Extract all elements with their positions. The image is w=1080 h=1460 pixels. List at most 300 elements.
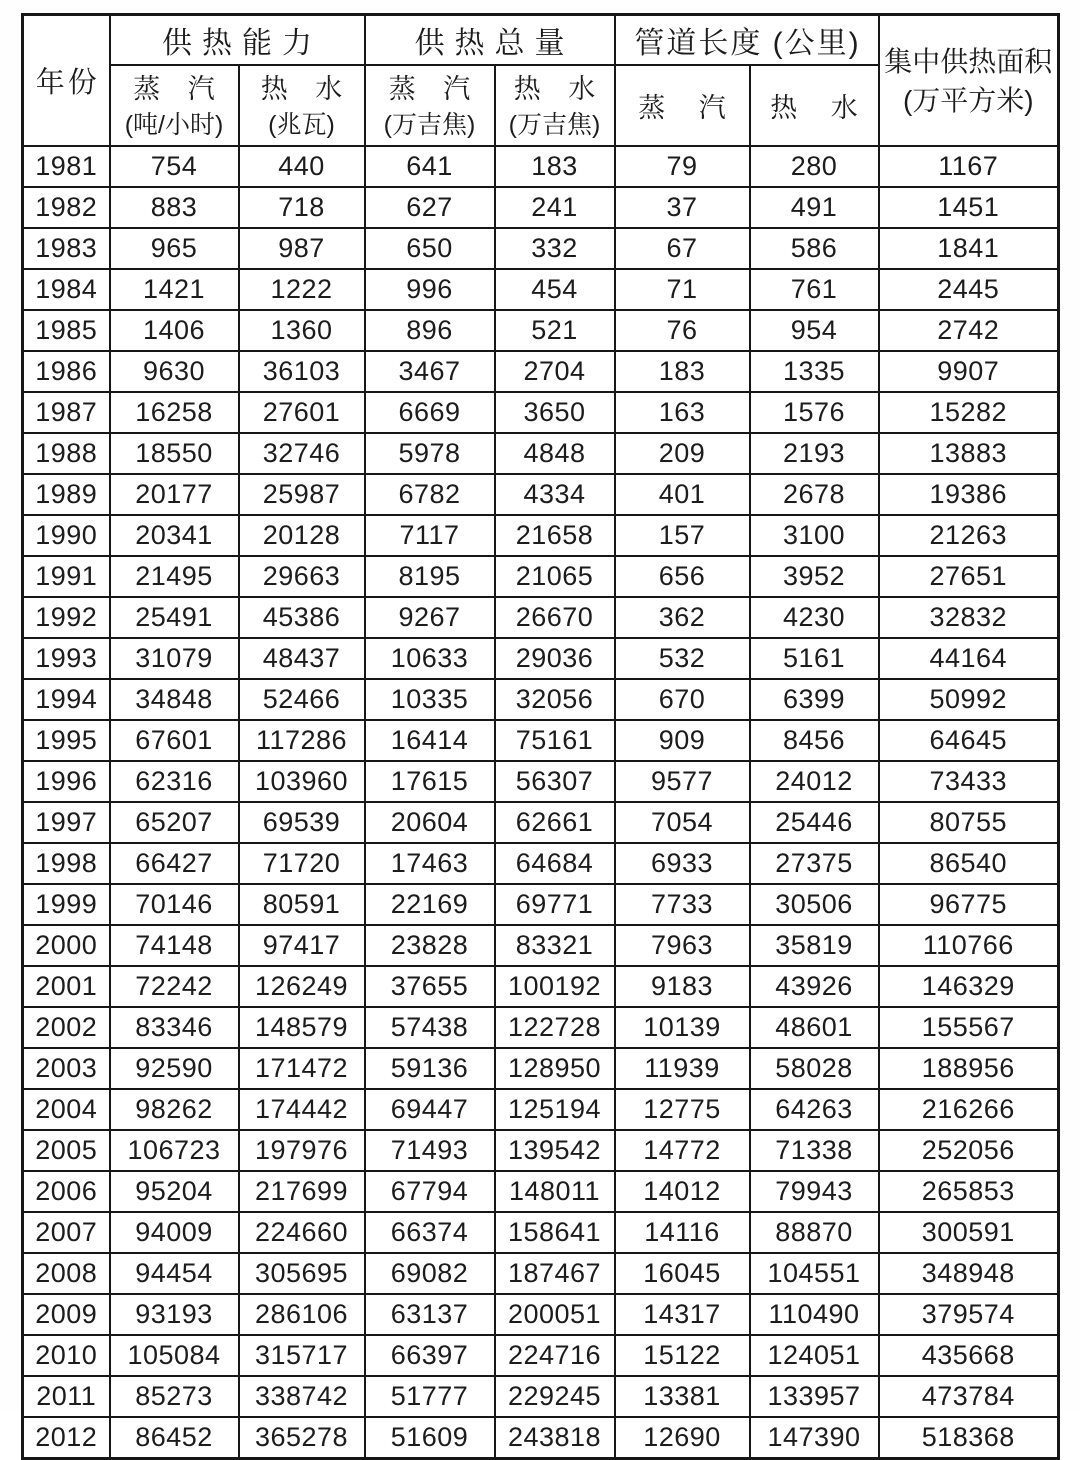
cell-value: 133957	[750, 1376, 879, 1417]
total-hot-water-label: 热 水	[513, 73, 606, 104]
col-header-year: 年份	[23, 15, 110, 147]
cell-value: 656	[615, 556, 750, 597]
cell-value: 473784	[879, 1376, 1059, 1417]
table-body	[23, 146, 1059, 1459]
cell-value: 50992	[879, 679, 1059, 720]
cell-value: 103960	[239, 761, 365, 802]
cell-value: 58028	[750, 1048, 879, 1089]
cell-value: 440	[239, 146, 365, 187]
cell-year: 2008	[23, 1253, 110, 1294]
cell-value: 148011	[495, 1171, 615, 1212]
cell-value: 36103	[239, 351, 365, 392]
cell-value: 909	[615, 720, 750, 761]
table-row	[23, 843, 1059, 884]
cell-value: 27601	[239, 392, 365, 433]
cell-year: 1992	[23, 597, 110, 638]
cell-value: 14116	[615, 1212, 750, 1253]
cell-value: 1421	[110, 269, 239, 310]
cell-value: 56307	[495, 761, 615, 802]
cell-value: 67601	[110, 720, 239, 761]
cell-value: 7963	[615, 925, 750, 966]
cell-value: 32746	[239, 433, 365, 474]
cell-value: 6399	[750, 679, 879, 720]
cell-value: 64645	[879, 720, 1059, 761]
cell-value: 3650	[495, 392, 615, 433]
cell-value: 66427	[110, 843, 239, 884]
capacity-steam-unit: (吨/小时)	[124, 110, 224, 139]
cell-value: 51609	[365, 1417, 495, 1459]
col-header-capacity-steam	[110, 65, 239, 146]
table-row	[23, 515, 1059, 556]
cell-value: 43926	[750, 966, 879, 1007]
cell-value: 183	[495, 146, 615, 187]
header-group-row	[23, 15, 1059, 66]
table-header	[23, 15, 1059, 147]
col-group-heat-supply-total: 供热总量	[365, 15, 615, 66]
cell-value: 85273	[110, 1376, 239, 1417]
cell-value: 105084	[110, 1335, 239, 1376]
cell-value: 21495	[110, 556, 239, 597]
table-row	[23, 638, 1059, 679]
cell-value: 435668	[879, 1335, 1059, 1376]
cell-year: 1985	[23, 310, 110, 351]
cell-value: 6669	[365, 392, 495, 433]
cell-value: 10335	[365, 679, 495, 720]
cell-value: 64684	[495, 843, 615, 884]
cell-value: 14317	[615, 1294, 750, 1335]
table-row	[23, 1335, 1059, 1376]
cell-value: 2704	[495, 351, 615, 392]
cell-value: 362	[615, 597, 750, 638]
cell-value: 66397	[365, 1335, 495, 1376]
cell-value: 996	[365, 269, 495, 310]
cell-value: 48601	[750, 1007, 879, 1048]
col-group-heating-capacity: 供热能力	[110, 15, 365, 66]
cell-value: 286106	[239, 1294, 365, 1335]
total-steam-unit: (万吉焦)	[383, 110, 476, 139]
cell-value: 754	[110, 146, 239, 187]
cell-value: 4848	[495, 433, 615, 474]
cell-value: 71	[615, 269, 750, 310]
cell-value: 32056	[495, 679, 615, 720]
cell-value: 10633	[365, 638, 495, 679]
cell-value: 57438	[365, 1007, 495, 1048]
cell-year: 2009	[23, 1294, 110, 1335]
cell-value: 80591	[239, 884, 365, 925]
cell-value: 4334	[495, 474, 615, 515]
cell-value: 24012	[750, 761, 879, 802]
cell-value: 365278	[239, 1417, 365, 1459]
cell-value: 31079	[110, 638, 239, 679]
cell-value: 401	[615, 474, 750, 515]
table-row	[23, 392, 1059, 433]
cell-value: 34848	[110, 679, 239, 720]
cell-value: 532	[615, 638, 750, 679]
cell-value: 80755	[879, 802, 1059, 843]
cell-value: 9577	[615, 761, 750, 802]
cell-value: 1167	[879, 146, 1059, 187]
cell-year: 1984	[23, 269, 110, 310]
cell-value: 83346	[110, 1007, 239, 1048]
cell-value: 1222	[239, 269, 365, 310]
cell-value: 27651	[879, 556, 1059, 597]
cell-value: 44164	[879, 638, 1059, 679]
cell-year: 1988	[23, 433, 110, 474]
cell-value: 16045	[615, 1253, 750, 1294]
cell-value: 7117	[365, 515, 495, 556]
cell-value: 25987	[239, 474, 365, 515]
table-row	[23, 1212, 1059, 1253]
cell-value: 200051	[495, 1294, 615, 1335]
cell-value: 965	[110, 228, 239, 269]
cell-value: 265853	[879, 1171, 1059, 1212]
cell-year: 2006	[23, 1171, 110, 1212]
cell-value: 300591	[879, 1212, 1059, 1253]
cell-value: 4230	[750, 597, 879, 638]
cell-value: 52466	[239, 679, 365, 720]
cell-value: 94009	[110, 1212, 239, 1253]
cell-value: 62661	[495, 802, 615, 843]
table-row	[23, 1048, 1059, 1089]
cell-value: 5161	[750, 638, 879, 679]
cell-value: 16414	[365, 720, 495, 761]
cell-value: 125194	[495, 1089, 615, 1130]
cell-value: 95204	[110, 1171, 239, 1212]
cell-value: 18550	[110, 433, 239, 474]
cell-value: 7054	[615, 802, 750, 843]
cell-value: 627	[365, 187, 495, 228]
heating-statistics-table	[21, 13, 1060, 1460]
cell-year: 2001	[23, 966, 110, 1007]
cell-value: 20604	[365, 802, 495, 843]
cell-value: 93193	[110, 1294, 239, 1335]
table-row	[23, 433, 1059, 474]
cell-value: 29036	[495, 638, 615, 679]
table-row	[23, 1171, 1059, 1212]
cell-value: 25491	[110, 597, 239, 638]
cell-year: 1995	[23, 720, 110, 761]
cell-value: 67794	[365, 1171, 495, 1212]
cell-value: 63137	[365, 1294, 495, 1335]
cell-value: 59136	[365, 1048, 495, 1089]
cell-value: 12690	[615, 1417, 750, 1459]
cell-value: 6782	[365, 474, 495, 515]
cell-value: 117286	[239, 720, 365, 761]
table-row	[23, 925, 1059, 966]
cell-value: 188956	[879, 1048, 1059, 1089]
cell-value: 171472	[239, 1048, 365, 1089]
cell-value: 14012	[615, 1171, 750, 1212]
cell-value: 209	[615, 433, 750, 474]
table-row	[23, 1130, 1059, 1171]
cell-value: 100192	[495, 966, 615, 1007]
cell-value: 987	[239, 228, 365, 269]
cell-value: 1335	[750, 351, 879, 392]
cell-value: 3467	[365, 351, 495, 392]
capacity-hot-water-label: 热 水	[260, 73, 353, 104]
cell-value: 96775	[879, 884, 1059, 925]
cell-value: 315717	[239, 1335, 365, 1376]
cell-value: 197976	[239, 1130, 365, 1171]
cell-value: 155567	[879, 1007, 1059, 1048]
table-row	[23, 1294, 1059, 1335]
cell-value: 224716	[495, 1335, 615, 1376]
cell-value: 280	[750, 146, 879, 187]
cell-value: 670	[615, 679, 750, 720]
cell-value: 518368	[879, 1417, 1059, 1459]
cell-value: 8195	[365, 556, 495, 597]
cell-value: 2193	[750, 433, 879, 474]
cell-value: 27375	[750, 843, 879, 884]
cell-value: 45386	[239, 597, 365, 638]
cell-value: 21263	[879, 515, 1059, 556]
table-row	[23, 146, 1059, 187]
cell-value: 25446	[750, 802, 879, 843]
cell-value: 72242	[110, 966, 239, 1007]
cell-value: 69771	[495, 884, 615, 925]
total-hot-water-unit: (万吉焦)	[508, 110, 601, 139]
col-header-total-steam	[365, 65, 495, 146]
capacity-steam-label: 蒸 汽	[133, 73, 225, 104]
table-row	[23, 720, 1059, 761]
cell-value: 338742	[239, 1376, 365, 1417]
cell-value: 17463	[365, 843, 495, 884]
cell-value: 16258	[110, 392, 239, 433]
cell-value: 217699	[239, 1171, 365, 1212]
cell-value: 11939	[615, 1048, 750, 1089]
cell-value: 14772	[615, 1130, 750, 1171]
cell-value: 454	[495, 269, 615, 310]
cell-value: 67	[615, 228, 750, 269]
cell-value: 954	[750, 310, 879, 351]
cell-value: 896	[365, 310, 495, 351]
cell-year: 2012	[23, 1417, 110, 1459]
cell-value: 147390	[750, 1417, 879, 1459]
cell-value: 148579	[239, 1007, 365, 1048]
cell-value: 13381	[615, 1376, 750, 1417]
table-row	[23, 310, 1059, 351]
cell-value: 69447	[365, 1089, 495, 1130]
cell-value: 15282	[879, 392, 1059, 433]
cell-value: 3952	[750, 556, 879, 597]
cell-value: 19386	[879, 474, 1059, 515]
cell-value: 650	[365, 228, 495, 269]
col-group-pipeline-length: 管道长度 (公里)	[615, 15, 879, 66]
cell-value: 20128	[239, 515, 365, 556]
cell-value: 1360	[239, 310, 365, 351]
cell-value: 1576	[750, 392, 879, 433]
cell-value: 106723	[110, 1130, 239, 1171]
cell-value: 35819	[750, 925, 879, 966]
cell-value: 74148	[110, 925, 239, 966]
cell-value: 9630	[110, 351, 239, 392]
cell-value: 65207	[110, 802, 239, 843]
cell-value: 83321	[495, 925, 615, 966]
cell-value: 521	[495, 310, 615, 351]
cell-value: 252056	[879, 1130, 1059, 1171]
cell-value: 23828	[365, 925, 495, 966]
cell-value: 122728	[495, 1007, 615, 1048]
cell-value: 98262	[110, 1089, 239, 1130]
table-row	[23, 269, 1059, 310]
cell-year: 1994	[23, 679, 110, 720]
cell-value: 8456	[750, 720, 879, 761]
table-row	[23, 1089, 1059, 1130]
cell-value: 9267	[365, 597, 495, 638]
cell-value: 229245	[495, 1376, 615, 1417]
cell-value: 12775	[615, 1089, 750, 1130]
cell-value: 37	[615, 187, 750, 228]
cell-value: 2678	[750, 474, 879, 515]
cell-value: 348948	[879, 1253, 1059, 1294]
cell-value: 491	[750, 187, 879, 228]
cell-value: 71493	[365, 1130, 495, 1171]
cell-value: 110490	[750, 1294, 879, 1335]
cell-value: 13883	[879, 433, 1059, 474]
cell-value: 51777	[365, 1376, 495, 1417]
cell-value: 10139	[615, 1007, 750, 1048]
cell-value: 22169	[365, 884, 495, 925]
table-row	[23, 761, 1059, 802]
cell-value: 30506	[750, 884, 879, 925]
cell-value: 3100	[750, 515, 879, 556]
cell-year: 2007	[23, 1212, 110, 1253]
cell-year: 1983	[23, 228, 110, 269]
cell-value: 332	[495, 228, 615, 269]
cell-value: 86540	[879, 843, 1059, 884]
cell-year: 2010	[23, 1335, 110, 1376]
cell-value: 718	[239, 187, 365, 228]
cell-value: 69539	[239, 802, 365, 843]
cell-value: 7733	[615, 884, 750, 925]
cell-value: 128950	[495, 1048, 615, 1089]
cell-year: 1986	[23, 351, 110, 392]
cell-value: 71720	[239, 843, 365, 884]
cell-value: 76	[615, 310, 750, 351]
cell-value: 586	[750, 228, 879, 269]
cell-value: 32832	[879, 597, 1059, 638]
table-row	[23, 556, 1059, 597]
table-row	[23, 187, 1059, 228]
table-row	[23, 228, 1059, 269]
cell-year: 1993	[23, 638, 110, 679]
table-row	[23, 1253, 1059, 1294]
cell-year: 1991	[23, 556, 110, 597]
cell-value: 71338	[750, 1130, 879, 1171]
cell-year: 2004	[23, 1089, 110, 1130]
cell-year: 2000	[23, 925, 110, 966]
table-row	[23, 679, 1059, 720]
cell-value: 70146	[110, 884, 239, 925]
cell-value: 26670	[495, 597, 615, 638]
cell-year: 1997	[23, 802, 110, 843]
table-row	[23, 1417, 1059, 1459]
cell-value: 183	[615, 351, 750, 392]
cell-value: 79	[615, 146, 750, 187]
cell-value: 139542	[495, 1130, 615, 1171]
cell-year: 1990	[23, 515, 110, 556]
cell-value: 241	[495, 187, 615, 228]
capacity-hot-water-unit: (兆瓦)	[268, 110, 335, 139]
cell-value: 62316	[110, 761, 239, 802]
cell-value: 17615	[365, 761, 495, 802]
cell-value: 1841	[879, 228, 1059, 269]
table-row	[23, 351, 1059, 392]
cell-value: 75161	[495, 720, 615, 761]
cell-value: 146329	[879, 966, 1059, 1007]
cell-value: 79943	[750, 1171, 879, 1212]
cell-year: 1998	[23, 843, 110, 884]
cell-value: 158641	[495, 1212, 615, 1253]
cell-year: 2005	[23, 1130, 110, 1171]
cell-value: 73433	[879, 761, 1059, 802]
table-row	[23, 474, 1059, 515]
cell-value: 66374	[365, 1212, 495, 1253]
col-header-total-hot-water	[495, 65, 615, 146]
cell-value: 9183	[615, 966, 750, 1007]
cell-value: 641	[365, 146, 495, 187]
cell-year: 1987	[23, 392, 110, 433]
cell-value: 104551	[750, 1253, 879, 1294]
cell-value: 243818	[495, 1417, 615, 1459]
col-header-central-heating-area	[879, 15, 1059, 147]
cell-value: 163	[615, 392, 750, 433]
cell-value: 1406	[110, 310, 239, 351]
cell-year: 1999	[23, 884, 110, 925]
table-row	[23, 1376, 1059, 1417]
cell-year: 1982	[23, 187, 110, 228]
cell-value: 124051	[750, 1335, 879, 1376]
cell-value: 110766	[879, 925, 1059, 966]
cell-value: 92590	[110, 1048, 239, 1089]
cell-value: 305695	[239, 1253, 365, 1294]
cell-value: 126249	[239, 966, 365, 1007]
cell-value: 883	[110, 187, 239, 228]
cell-value: 48437	[239, 638, 365, 679]
cell-value: 216266	[879, 1089, 1059, 1130]
cell-value: 15122	[615, 1335, 750, 1376]
area-header-line1: 集中供热面积	[884, 45, 1053, 77]
table-row	[23, 884, 1059, 925]
cell-value: 6933	[615, 843, 750, 884]
col-header-capacity-hot-water	[239, 65, 365, 146]
table-row	[23, 966, 1059, 1007]
cell-value: 21065	[495, 556, 615, 597]
cell-value: 20177	[110, 474, 239, 515]
cell-year: 1981	[23, 146, 110, 187]
cell-value: 86452	[110, 1417, 239, 1459]
cell-value: 5978	[365, 433, 495, 474]
cell-year: 1996	[23, 761, 110, 802]
cell-year: 2002	[23, 1007, 110, 1048]
cell-year: 2011	[23, 1376, 110, 1417]
cell-value: 224660	[239, 1212, 365, 1253]
cell-value: 187467	[495, 1253, 615, 1294]
table-row	[23, 1007, 1059, 1048]
total-steam-label: 蒸 汽	[388, 73, 481, 104]
cell-value: 761	[750, 269, 879, 310]
cell-value: 97417	[239, 925, 365, 966]
col-header-pipeline-steam: 蒸 汽	[615, 65, 750, 146]
cell-value: 29663	[239, 556, 365, 597]
cell-year: 2003	[23, 1048, 110, 1089]
area-header-line2: (万平方米)	[902, 84, 1034, 116]
cell-year: 1989	[23, 474, 110, 515]
cell-value: 174442	[239, 1089, 365, 1130]
cell-value: 1451	[879, 187, 1059, 228]
cell-value: 20341	[110, 515, 239, 556]
table-row	[23, 597, 1059, 638]
